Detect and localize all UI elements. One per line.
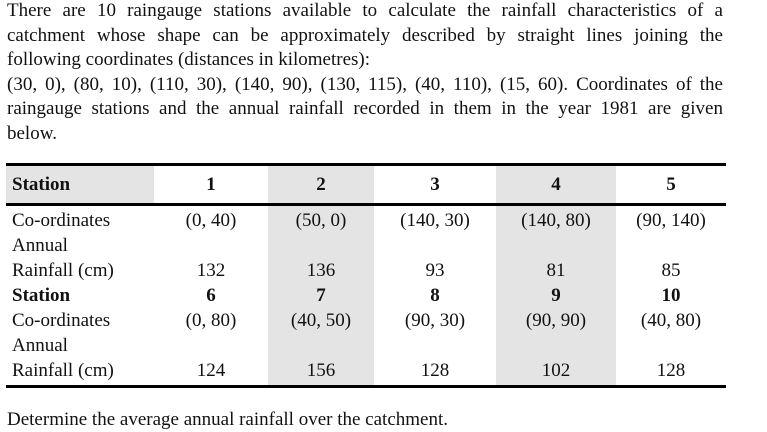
table-cell: 93 xyxy=(425,260,445,281)
table-row-rainfall-top xyxy=(6,258,726,283)
table-row-rainfall-bottom xyxy=(6,358,726,387)
table-row-annual-top xyxy=(6,233,726,258)
statement-line: raingauge stations and the annual rainfall recorded in them in the year 1981 are given xyxy=(7,98,723,119)
header-station-label: Station xyxy=(6,165,154,205)
problem-statement xyxy=(7,0,723,146)
table-cell: (90, 30) xyxy=(404,310,466,331)
table-cell: (40, 50) xyxy=(268,308,374,333)
table-cell: 10 xyxy=(661,285,681,306)
table-cell xyxy=(374,233,496,258)
table-cell: (0, 80) xyxy=(185,310,237,331)
table-cell xyxy=(268,333,374,358)
table-cell xyxy=(268,233,374,258)
header-station-number: 5 xyxy=(616,165,726,205)
table-row-coordinates-top xyxy=(6,205,726,234)
table-cell: (90, 90) xyxy=(496,308,616,333)
table-cell: (40, 80) xyxy=(640,310,702,331)
row-label: Annual xyxy=(12,235,68,256)
table-cell: 128 xyxy=(374,358,496,387)
table-cell: 8 xyxy=(430,285,440,306)
table-row-station-bottom xyxy=(6,283,726,308)
row-label: Rainfall (cm) xyxy=(6,358,154,387)
table-cell: (0, 40) xyxy=(185,210,237,231)
statement-line: (30, 0), (80, 10), (110, 30), (140, 90), (130, 115), (40, 110), (15, 60). Coordinates of the xyxy=(7,73,723,95)
table-cell xyxy=(154,333,268,358)
statement-line: below. xyxy=(7,122,57,144)
table-cell xyxy=(496,333,616,358)
table-cell: (90, 140) xyxy=(636,210,706,231)
header-station-number: 4 xyxy=(496,165,616,205)
table-cell: 132 xyxy=(196,260,226,281)
table-row-annual-bottom xyxy=(6,333,726,358)
statement-line: There are 10 raingauge stations available to calculate the rainfall characteristics of a xyxy=(7,0,723,21)
row-label: Co-ordinates xyxy=(12,210,111,231)
table-cell: 9 xyxy=(496,283,616,308)
statement-line: catchment whose shape can be approximately described by straight lines joining the xyxy=(7,24,723,46)
raingauge-table xyxy=(6,163,726,388)
question-text-partial: Determine the average annual rainfall over the catchment. xyxy=(7,409,448,430)
table-cell xyxy=(496,233,616,258)
statement-line: following coordinates (distances in kilometres): xyxy=(7,49,371,70)
table-cell: (140, 30) xyxy=(400,210,470,231)
table-cell xyxy=(154,233,268,258)
table-cell: 81 xyxy=(496,258,616,283)
table-cell: 6 xyxy=(206,285,216,306)
row-label: Station xyxy=(12,285,71,306)
table-header-row xyxy=(6,165,726,205)
raingauge-table-container xyxy=(6,163,726,388)
table-cell: 85 xyxy=(661,260,681,281)
header-station-number: 3 xyxy=(374,165,496,205)
table-cell: 124 xyxy=(154,358,268,387)
table-cell xyxy=(616,333,726,358)
table-cell xyxy=(616,233,726,258)
table-cell: 102 xyxy=(496,358,616,387)
table-cell: (50, 0) xyxy=(268,205,374,234)
table-row-coordinates-bottom xyxy=(6,308,726,333)
row-label: Co-ordinates xyxy=(12,310,111,331)
header-station-number: 1 xyxy=(154,165,268,205)
row-label: Rainfall (cm) xyxy=(12,260,114,281)
row-label: Annual xyxy=(12,335,68,356)
table-cell: 156 xyxy=(268,358,374,387)
table-cell: 128 xyxy=(616,358,726,387)
table-cell: (140, 80) xyxy=(496,205,616,234)
table-cell: 136 xyxy=(268,258,374,283)
table-cell xyxy=(374,333,496,358)
header-station-number: 2 xyxy=(268,165,374,205)
table-cell: 7 xyxy=(268,283,374,308)
